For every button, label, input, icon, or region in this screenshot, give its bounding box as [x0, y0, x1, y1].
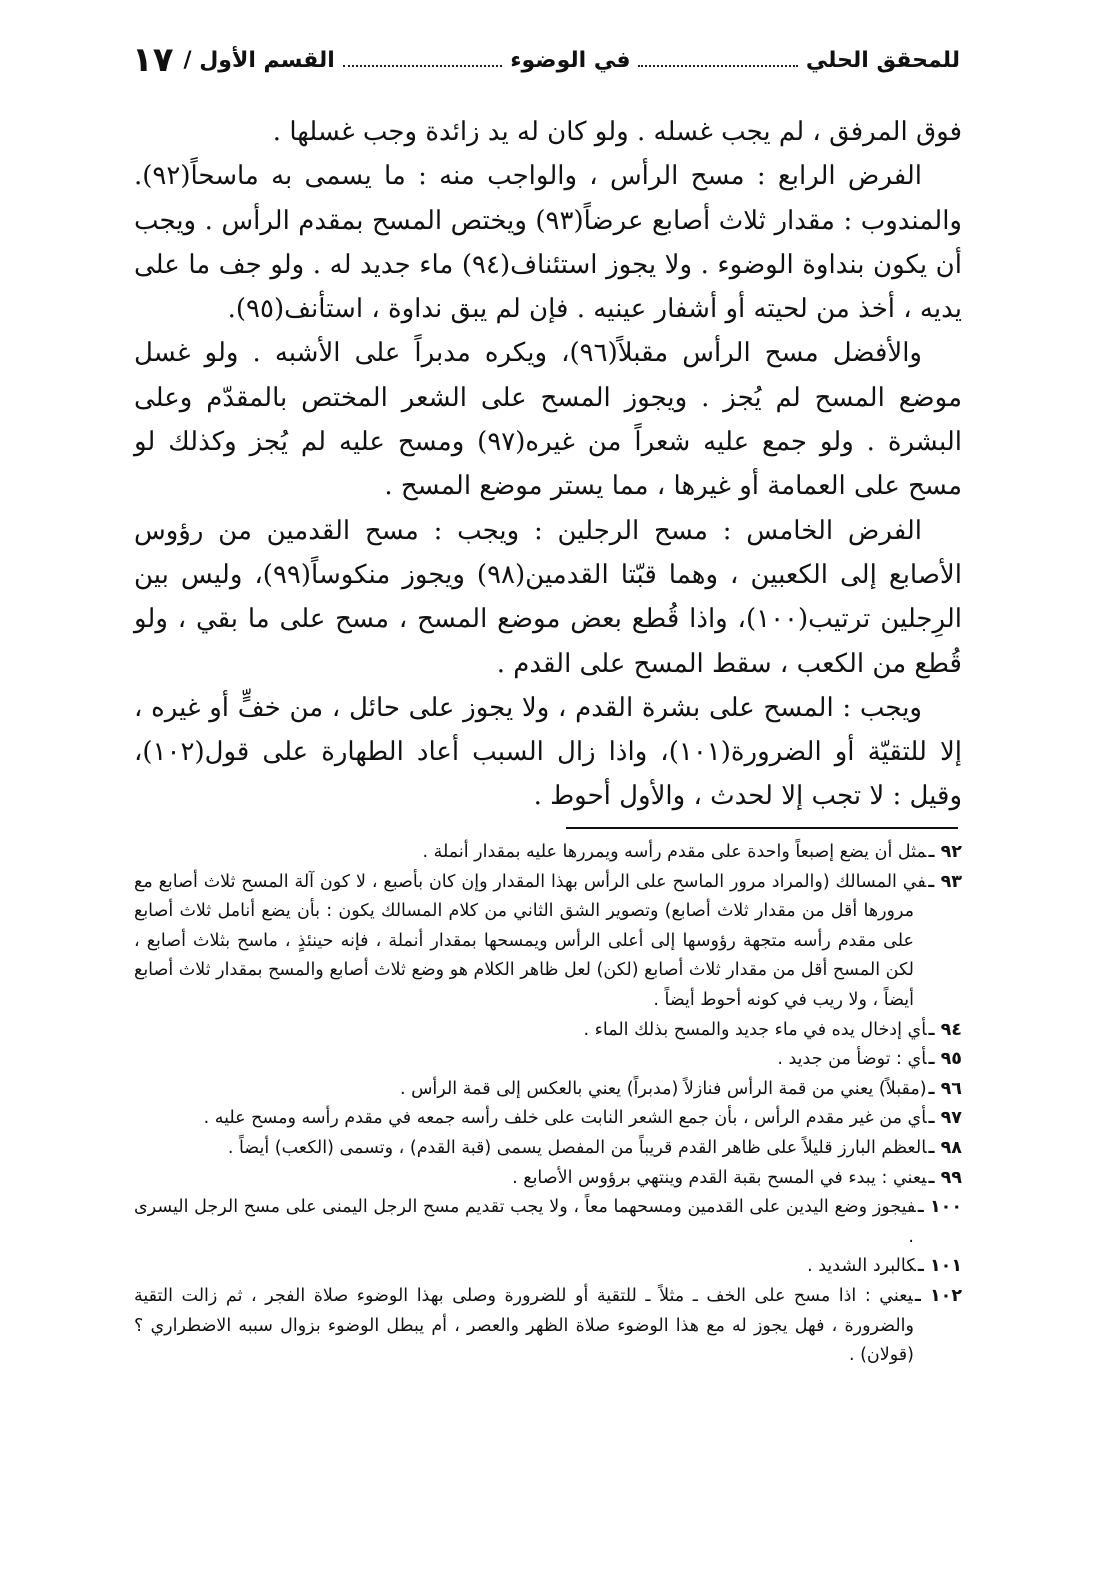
footnote-number: ١٠٠ ـ	[917, 1197, 963, 1218]
footnote	[134, 1016, 962, 1046]
header-dot-leader	[343, 65, 502, 67]
footnote	[134, 868, 962, 1016]
header-chapter: في الوضوء	[510, 47, 631, 73]
footnote-number: ١٠٢ ـ	[914, 1285, 963, 1306]
body-paragraph: والأفضل مسح الرأس مقبلاً(٩٦)، ويكره مدبراً على الأشبه . ولو غسل موضع المسح لم يُجز . ويجوز المسح على الشعر المختص بالمقدّم وعلى البشرة . ولو جمع عليه شعراً من غيره(٩٧) ومسح عليه لم يُجز وكذلك لو مسح على العمامة أو غيرها ، مما يستر موضع المسح .	[134, 338, 962, 502]
footnote-text: في المسالك (والمراد مرور الماسح على الرأس بهذا المقدار وإن كان بأصبع ، لا كون آلة المسح ثلاث أصابع مع مرورها أقل من مقدار ثلاث أصابع) وتصوير الشق الثاني من كلام المسالك يكون : بأن يضع أنامل ثلاث أصابع على مقدم رأسه متجهة رؤوسها إلى أعلى الرأس ويمسحها بمقدار أنملة ، فإنه حينئذٍ ، ماسح بثلاث أصابع ، لكن المسح أقل من مقدار ثلاث أصابع (لكن) لعل ظاهر الكلام هو وضع ثلاث أصابع والمسح بمقدار ثلاث أصابع أيضاً ، ولا ريب في كونه أحوط أيضاً .	[134, 871, 927, 1010]
footnote-number: ١٠١ ـ	[917, 1256, 962, 1277]
footnote-text: يعني : اذا مسح على الخف ـ مثلاً ـ للتقية أو للضرورة وصلى بهذا الوضوء صلاة الفجر ، ثم زالت التقية والضرورة ، فهل يجوز له مع هذا الوضوء صلاة الظهر والعصر ، أم يبطل الوضوء بزوال سببه الاضطراري ؟ (قولان) .	[134, 1285, 914, 1366]
header-section: القسم الأول /	[183, 47, 335, 73]
footnote-number: ٩٩ ـ	[928, 1167, 962, 1188]
footnote-text: (مقبلاً) يعني من قمة الرأس فنازلاً (مدبراً) يعني بالعكس إلى قمة الرأس .	[399, 1078, 927, 1099]
header-author: للمحقق الحلي	[805, 47, 960, 73]
footnote-number: ٩٨ ـ	[928, 1137, 962, 1158]
footnote-text: العظم البارز قليلاً على ظاهر القدم قريباً من المفصل يسمى (قبة القدم) ، وتسمى (الكعب) أيضاً .	[227, 1137, 927, 1158]
footnote-number: ٩٢ ـ	[928, 842, 962, 862]
footnote-text: مثل أن يضع إصبعاً واحدة على مقدم رأسه ويمررها عليه بمقدار أنملة .	[422, 842, 927, 862]
footnote-number: ٩٧ ـ	[928, 1108, 962, 1129]
footnote-number: ٩٥ ـ	[928, 1049, 962, 1070]
footnote	[134, 1075, 962, 1105]
footnote-number: ٩٦ ـ	[928, 1078, 962, 1099]
page-number: ١٧	[131, 40, 174, 80]
footnote-number: ٩٤ ـ	[928, 1019, 962, 1040]
footnote-text: كالبرد الشديد .	[807, 1256, 916, 1277]
footnote	[134, 838, 962, 868]
footnote-number: ٩٣ ـ	[928, 871, 962, 892]
main-text	[134, 110, 962, 819]
body-paragraph: الفرض الرابع : مسح الرأس ، والواجب منه : ما يسمى به ماسحاً(٩٢). والمندوب : مقدار ثلاث أصابع عرضاً(٩٣) ويختص المسح بمقدم الرأس . ويجب أن يكون بنداوة الوضوء . ولا يجوز استئناف(٩٤) ماء جديد له . ولو جف ما على يديه ، أخذ من لحيته أو أشفار عينيه . فإن لم يبق نداوة ، استأنف(٩٥).	[134, 161, 963, 325]
footnote	[134, 1104, 962, 1134]
body-paragraph: فوق المرفق ، لم يجب غسله . ولو كان له يد زائدة وجب غسلها .	[272, 117, 962, 147]
footnote-text: يعني : يبدء في المسح بقبة القدم وينتهي برؤوس الأصابع .	[512, 1167, 927, 1188]
body-paragraph: الفرض الخامس : مسح الرجلين : ويجب : مسح القدمين من رؤوس الأصابع إلى الكعبين ، وهما قبّتا القدمين(٩٨) ويجوز منكوساً(٩٩)، وليس بين الرِجلين ترتيب(١٠٠)، واذا قُطع بعض موضع المسح ، مسح على ما بقي ، ولو قُطع من الكعب ، سقط المسح على القدم .	[134, 515, 962, 679]
footnote-text: فيجوز وضع اليدين على القدمين ومسحهما معاً ، ولا يجب تقديم مسح الرجل اليمنى على مسح الرجل اليسرى .	[134, 1197, 916, 1247]
header-dot-leader	[638, 65, 797, 67]
running-header	[132, 42, 960, 78]
footnote-separator	[566, 827, 958, 829]
footnote	[134, 1134, 962, 1164]
footnote-text: أي : توضأ من جديد .	[777, 1049, 927, 1070]
footnote	[134, 1282, 962, 1371]
footnote	[134, 1193, 962, 1252]
footnote	[134, 1252, 962, 1282]
body-paragraph: ويجب : المسح على بشرة القدم ، ولا يجوز على حائل ، من خفٍّ أو غيره ، إلا للتقيّة أو الضرورة(١٠١)، واذا زال السبب أعاد الطهارة على قول(١٠٢)، وقيل : لا تجب إلا لحدث ، والأول أحوط .	[134, 692, 962, 812]
footnote	[134, 1164, 962, 1194]
footnotes	[134, 838, 962, 1371]
footnote	[134, 1045, 962, 1075]
footnote-text: أي إدخال يده في ماء جديد والمسح بذلك الماء .	[583, 1019, 927, 1040]
footnote-text: أي من غير مقدم الرأس ، بأن جمع الشعر النابت على خلف رأسه جمعه في مقدم رأسه ومسح عليه .	[203, 1108, 927, 1129]
